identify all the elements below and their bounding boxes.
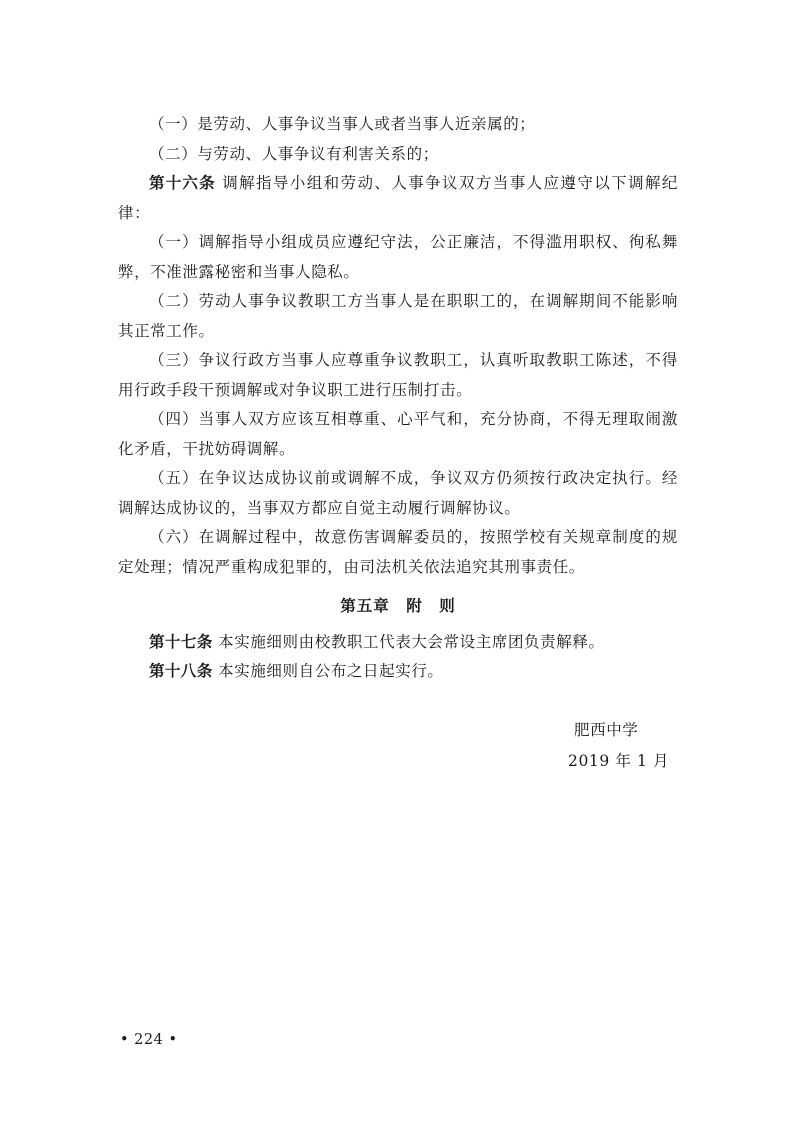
body-text — [118, 110, 678, 687]
paragraph — [118, 228, 678, 287]
paragraph-text: （二）劳动人事争议教职工方当事人是在职职工的，在调解期间不能影响其正常工作。 — [118, 292, 678, 340]
paragraph-text: 本实施细则由校教职工代表大会常设主席团负责解释。 — [212, 632, 605, 651]
signature-organization: 肥西中学 — [574, 721, 639, 739]
paragraph-text: （一）是劳动、人事争议当事人或者当事人近亲属的； — [149, 115, 536, 133]
paragraph — [118, 169, 678, 228]
paragraph-text: （五）在争议达成协议前或调解不成，争议双方仍须按行政决定执行。经调解达成协议的，当事双方都应自觉主动履行调解协议。 — [118, 469, 678, 517]
paragraph-text: （六）在调解过程中，故意伤害调解委员的，按照学校有关规章制度的规定处理；情况严重构成犯罪的，由司法机关依法追究其刑事责任。 — [118, 528, 678, 576]
paragraph — [118, 657, 678, 687]
paragraph — [118, 405, 678, 464]
article-number: 第十六条 — [149, 174, 216, 192]
paragraph-text: 本实施细则自公布之日起实行。 — [212, 662, 444, 680]
paragraph — [118, 628, 678, 658]
paragraph-text: （四）当事人双方应该互相尊重、心平气和，充分协商，不得无理取闹激化矛盾，干扰妨碍调解。 — [118, 410, 678, 458]
paragraph — [118, 287, 678, 346]
signature-date: 2019 年 1 月 — [568, 752, 670, 770]
paragraph — [118, 140, 678, 170]
paragraph — [118, 464, 678, 523]
paragraph-text: （三）争议行政方当事人应尊重争议教职工，认真听取教职工陈述，不得用行政手段干预调解或对争议职工进行压制打击。 — [118, 351, 678, 399]
paragraph-text: （二）与劳动、人事争议有利害关系的； — [149, 144, 439, 163]
signature-block — [568, 715, 669, 777]
paragraph-text: （一）调解指导小组成员应遵纪守法，公正廉洁，不得滥用职权、徇私舞弊，不准泄露秘密和当事人隐私。 — [118, 233, 678, 281]
article-number: 第十七条 — [149, 632, 213, 651]
paragraph-text: 调解指导小组和劳动、人事争议双方当事人应遵守以下调解纪律： — [118, 174, 678, 222]
paragraph — [118, 523, 678, 582]
paragraph — [118, 346, 678, 405]
paragraph — [118, 110, 678, 140]
page-number: • 224 • — [120, 1032, 178, 1048]
chapter-heading: 第五章 附 则 — [340, 597, 456, 615]
article-number: 第十八条 — [149, 662, 213, 680]
